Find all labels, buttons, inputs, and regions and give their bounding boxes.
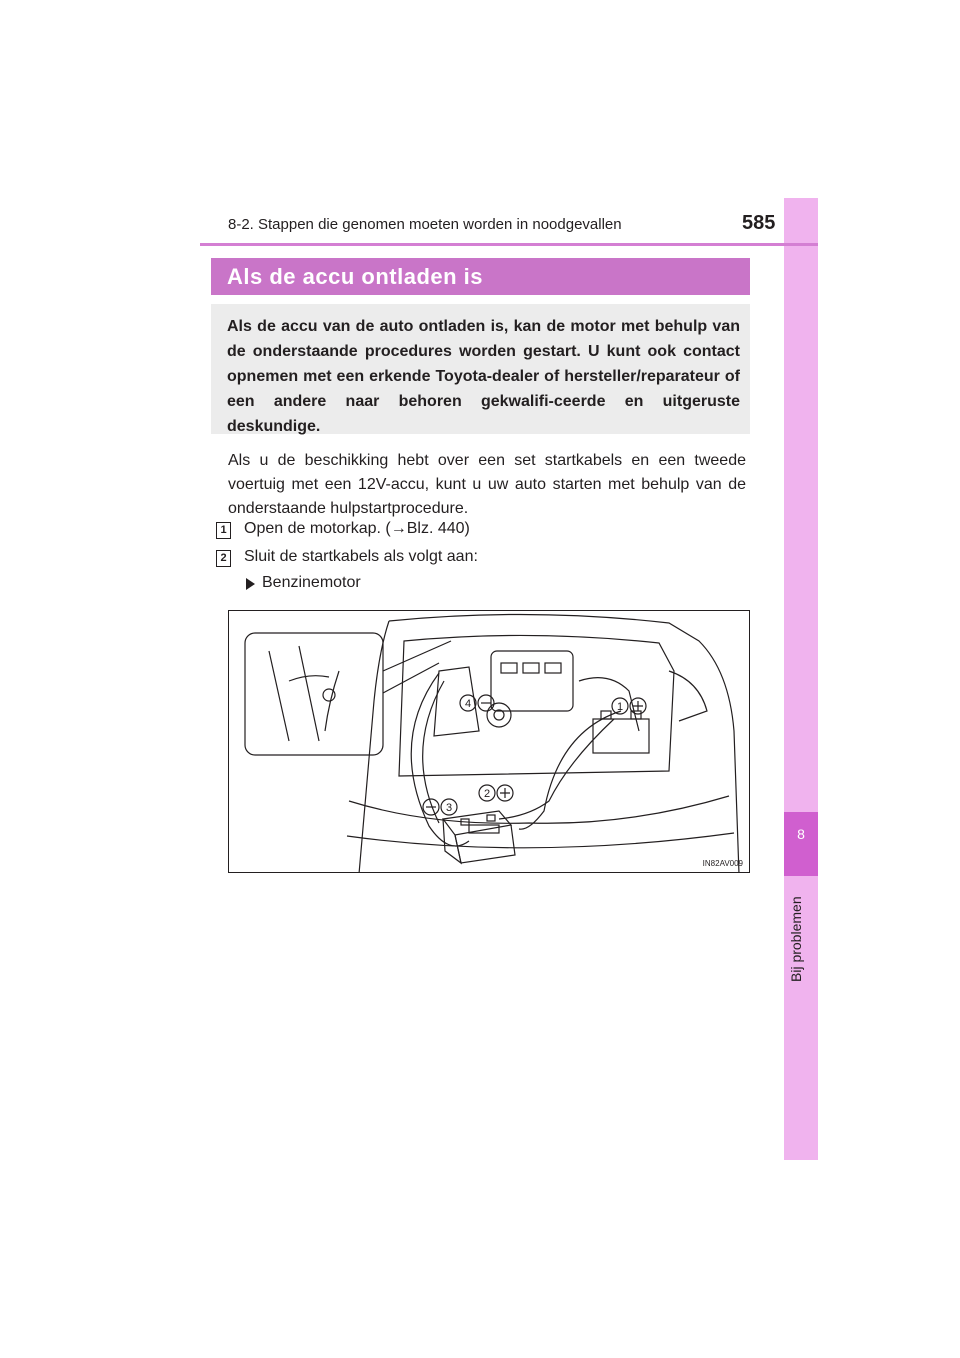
callout-4: 4 (464, 698, 472, 710)
chapter-number-tab[interactable] (784, 812, 818, 876)
section-title: Als de accu ontladen is (227, 264, 484, 289)
step-text: Sluit de startkabels als volgt aan: (244, 548, 478, 565)
header-rule (200, 243, 818, 246)
triangle-bullet-icon (246, 578, 255, 590)
callout-3: 3 (445, 802, 453, 814)
callout-1: 1 (616, 701, 624, 713)
summary-box: Als de accu van de auto ontladen is, kan de motor met behulp van de onderstaande procedures worden gestart. U kunt ook contact opnemen met een erkende Toyota-dealer of hersteller/reparateur of een andere naar behoren gekwalifi-ceerde en uitgeruste deskundige. (211, 304, 750, 434)
engine-bay-drawing (229, 611, 750, 873)
chapter-side-tab (784, 198, 818, 1160)
callout-2: 2 (483, 788, 491, 800)
section-header: 8-2. Stappen die genomen moeten worden in noodgevallen (228, 216, 622, 233)
step-number-box: 1 (216, 522, 231, 539)
intro-paragraph: Als u de beschikking hebt over een set startkabels en een tweede voertuig met een 12V-accu, kunt u uw auto starten met behulp van de onderstaande hulpstartprocedure. (228, 452, 746, 517)
chapter-label: Bij problemen (788, 896, 804, 982)
page-number: 585 (742, 212, 776, 234)
sub-item-label: Benzinemotor (262, 574, 361, 591)
step-text: Open de motorkap. (→Blz. 440) (244, 520, 470, 537)
jump-start-illustration (228, 610, 750, 873)
chapter-number: 8 (797, 826, 805, 842)
figure-code: IN82AV009 (702, 859, 743, 868)
step-number-box: 2 (216, 550, 231, 567)
section-title-bar (211, 258, 750, 295)
